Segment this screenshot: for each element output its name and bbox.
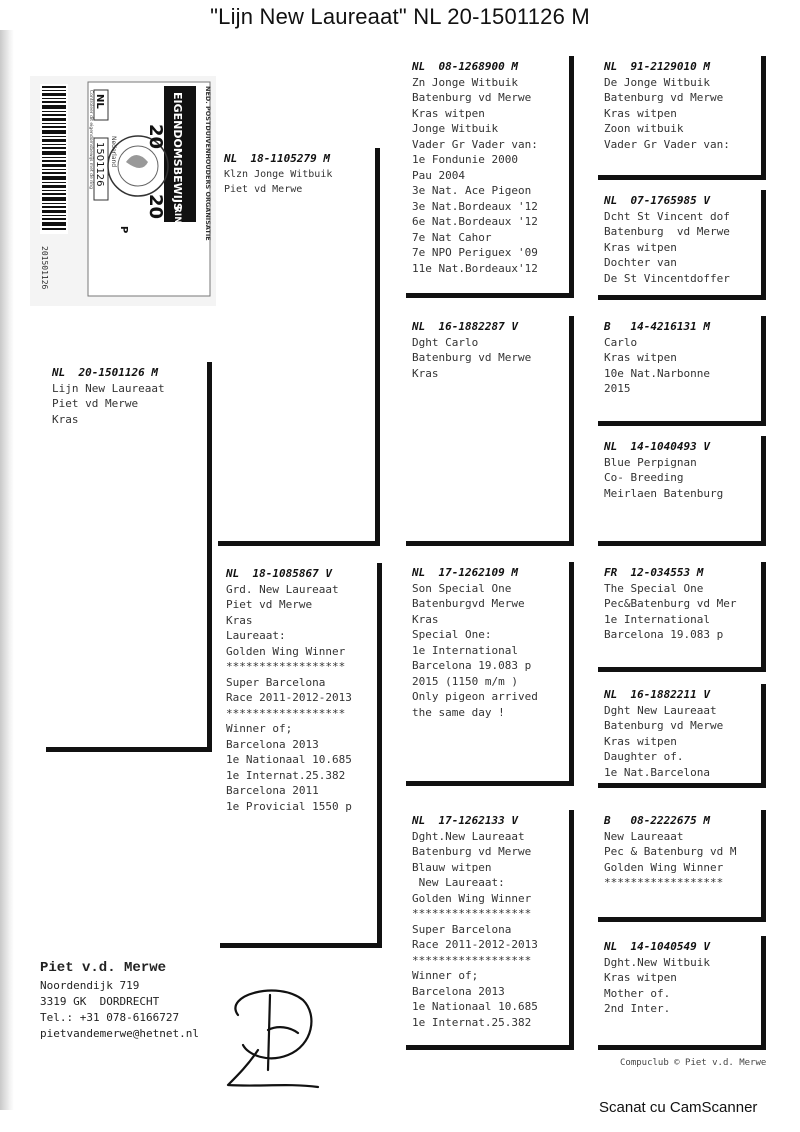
ring-letter: P	[118, 226, 129, 234]
ring-number-header: NL 18-1105279 M	[224, 152, 330, 165]
ring-number-header: NL 18-1085867 V	[226, 567, 332, 580]
ring-number-header: FR 12-034553 M	[604, 566, 704, 579]
ring-number-header: NL 17-1262109 M	[412, 566, 518, 579]
scan-edge-shadow	[0, 30, 14, 1110]
barcode-number: 201501126	[40, 246, 49, 290]
ring-year-right: 20	[145, 194, 166, 220]
ring-number-header: NL 07-1765985 V	[604, 194, 710, 207]
pedigree-card-sdd: NL 14-1040493 V Blue Perpignan Co- Breeding Meirlaen Batenburg	[598, 436, 766, 546]
ring-number-header: NL 91-2129010 M	[604, 60, 710, 73]
owner-city: 3319 GK DORDRECHT	[40, 995, 160, 1008]
barcode-icon	[40, 84, 68, 234]
ring-country: NL	[94, 94, 105, 109]
handwritten-signature	[218, 975, 328, 1095]
ring-number-header: NL 08-1268900 M	[412, 60, 518, 73]
ring-number-header: NL 20-1501126 M	[52, 366, 158, 379]
pedigree-card-subject: NL 20-1501126 M Lijn New Laureaat Piet vd Merwe Kras	[46, 362, 212, 752]
pedigree-card-sire-sire: NL 08-1268900 M Zn Jonge Witbuik Batenburg vd Merwe Kras witpen Jonge Witbuik Vader Gr Vader van: 1e Fondunie 2000 Pau 2004 3e Nat. Ace Pigeon 3e Nat.Bordeaux '12 6e Nat.Bordeaux '12 7e Nat Cahor 7e NPO Periguex '09 11e Nat.Bordeaux'12	[406, 56, 574, 298]
ring-card-heading: NED. POSTDUIVENHOUDERS ORGANISATIE	[204, 86, 212, 241]
pedigree-card-ssd: NL 07-1765985 V Dcht St Vincent dof Batenburg vd Merwe Kras witpen Dochter van De St Vincentdoffer	[598, 190, 766, 300]
pedigree-card-dam-dam: NL 17-1262133 V Dght.New Laureaat Batenburg vd Merwe Blauw witpen New Laureaat: Golden Wing Winner ****************** Super Barcelona Race 2011-2012-2013 ****************** Winner of; Barcelona 2013 1e Nationaal 10.685 1e Internat.25.382	[406, 810, 574, 1050]
pedigree-card-sds: B 14-4216131 M Carlo Kras witpen 10e Nat.Narbonne 2015	[598, 316, 766, 426]
owner-contact-block	[40, 958, 240, 1042]
ring-label: RING	[172, 206, 182, 232]
ring-year-left: 20	[145, 124, 166, 150]
pedigree-card-sire-dam: NL 16-1882287 V Dght Carlo Batenburg vd Merwe Kras	[406, 316, 574, 546]
pedigree-card-dds: B 08-2222675 M New Laureaat Pec & Batenburg vd M Golden Wing Winner ******************	[598, 810, 766, 922]
pedigree-card-ddd: NL 14-1040549 V Dght.New Witbuik Kras witpen Mother of. 2nd Inter.	[598, 936, 766, 1050]
ring-number-header: NL 16-1882287 V	[412, 320, 518, 333]
pedigree-card-dss: FR 12-034553 M The Special One Pec&Batenburg vd Mer 1e International Barcelona 19.083 p	[598, 562, 766, 672]
ring-number-header: B 14-4216131 M	[604, 320, 710, 333]
page-title: "Lijn New Laureaat" NL 20-1501126 M	[210, 4, 590, 29]
pedigree-card-dsd: NL 16-1882211 V Dght New Laureaat Batenburg vd Merwe Kras witpen Daughter of. 1e Nat.Barcelona	[598, 684, 766, 788]
pedigree-card-sire: NL 18-1105279 M Klzn Jonge Witbuik Piet vd Merwe	[218, 148, 380, 546]
ring-number-header: NL 14-1040493 V	[604, 440, 710, 453]
pedigree-card-sss: NL 91-2129010 M De Jonge Witbuik Batenburg vd Merwe Kras witpen Zoon witbuik Vader Gr Vader van:	[598, 56, 766, 180]
ring-region: Nederland	[110, 136, 117, 168]
ownership-label: EIGENDOMSBEWIJS	[171, 92, 184, 211]
ring-number-header: NL 17-1262133 V	[412, 814, 518, 827]
ring-number-header: NL 16-1882211 V	[604, 688, 710, 701]
ring-number-header: B 08-2222675 M	[604, 814, 710, 827]
owner-phone: Tel.: +31 078-6166727	[40, 1011, 180, 1024]
footer-credit: Compuclub © Piet v.d. Merwe	[620, 1058, 767, 1068]
pedigree-card-dam-sire: NL 17-1262109 M Son Special One Batenburgvd Merwe Kras Special One: 1e International Barcelona 19.083 p 2015 (1150 m/m ) Only pigeon arrived the same day !	[406, 562, 574, 786]
scanner-watermark: Scanat cu CamScanner	[599, 1099, 758, 1116]
ring-number: 1501126	[94, 142, 105, 187]
ring-ownership-card	[30, 76, 216, 306]
owner-email: pietvandemerwe@hetnet.nl	[40, 1027, 199, 1040]
owner-address: Noordendijk 719	[40, 979, 140, 992]
owner-name: Piet v.d. Merwe	[40, 960, 167, 976]
ring-number-header: NL 14-1040549 V	[604, 940, 710, 953]
pedigree-card-dam: NL 18-1085867 V Grd. New Laureaat Piet vd Merwe Kras Laureaat: Golden Wing Winner ****************** Super Barcelona Race 2011-2012-2013 ****************** Winner of; Barcelona 2013 1e Nationaal 10.685 1e Internat.25.382 Barcelona 2011 1e Provicial 1550 p	[220, 563, 382, 948]
ring-card-subtext: Controleer dit eigendomsbewijs met de ring	[88, 90, 93, 190]
